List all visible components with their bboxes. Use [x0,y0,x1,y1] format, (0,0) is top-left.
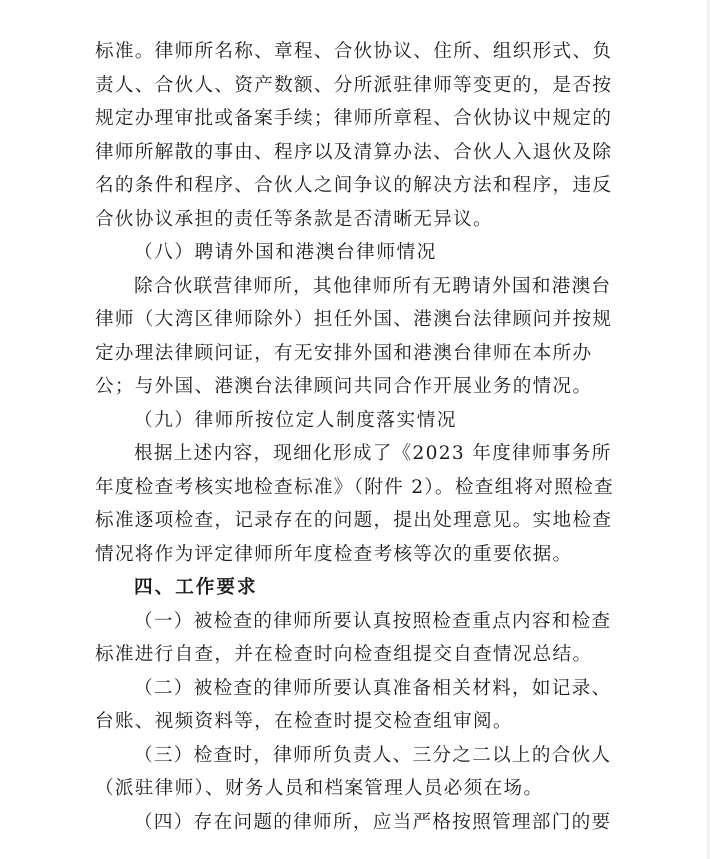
body-line: 标准逐项检查，记录存在的问题，提出处理意见。实地检查 [95,510,613,531]
body-line: 定办理法律顾问证，有无安排外国和港澳台律师在本所办 [95,343,593,364]
body-line: 责人、合伙人、资产数额、分所派驻律师等变更的，是否按 [95,75,613,96]
paragraph-first-line: （三）检查时，律师所负责人、三分之二以上的合伙人 [134,745,612,766]
subsection-heading: （八）聘请外国和港澳台律师情况 [134,242,437,263]
subsection-heading: （九）律师所按位定人制度落实情况 [134,410,458,431]
body-line: 情况将作为评定律师所年度检查考核等次的重要依据。 [95,544,573,565]
body-line: 名的条件和程序、合伙人之间争议的解决方法和程序，违反 [95,175,613,196]
body-line: 标准进行自查，并在检查时向检查组提交自查情况总结。 [95,644,593,665]
paragraph-first-line: （一）被检查的律师所要认真按照检查重点内容和检查 [134,611,612,632]
body-line: 律师（大湾区律师除外）担任外国、港澳台法律顾问并按规 [95,309,613,330]
paragraph-first-line: （四）存在问题的律师所，应当严格按照管理部门的要 [134,812,612,833]
paragraph-first-line: （二）被检查的律师所要认真准备相关材料，如记录、 [134,678,612,699]
body-line: 规定办理审批或备案手续；律师所章程、合伙协议中规定的 [95,108,613,129]
body-line: 标准。律师所名称、章程、合伙协议、住所、组织形式、负 [95,41,613,62]
section-heading: 四、工作要求 [134,577,258,598]
body-line: 公；与外国、港澳台法律顾问共同合作开展业务的情况。 [95,376,593,397]
body-line: （派驻律师）、财务人员和档案管理人员必须在场。 [95,778,544,799]
body-line: 合伙协议承担的责任等条款是否清晰无异议。 [95,209,493,230]
body-line: 台账、视频资料等，在检查时提交检查组审阅。 [95,711,513,732]
paragraph-first-line: 根据上述内容，现细化形成了《2023 年度律师事务所 [134,443,612,464]
body-line: 律师所解散的事由、程序以及清算办法、合伙人入退伙及除 [95,142,613,163]
paragraph-first-line: 除合伙联营律师所，其他律师所有无聘请外国和港澳台 [134,276,612,297]
body-line: 年度检查考核实地检查标准》（附件 2）。检查组将对照检查 [95,477,614,498]
